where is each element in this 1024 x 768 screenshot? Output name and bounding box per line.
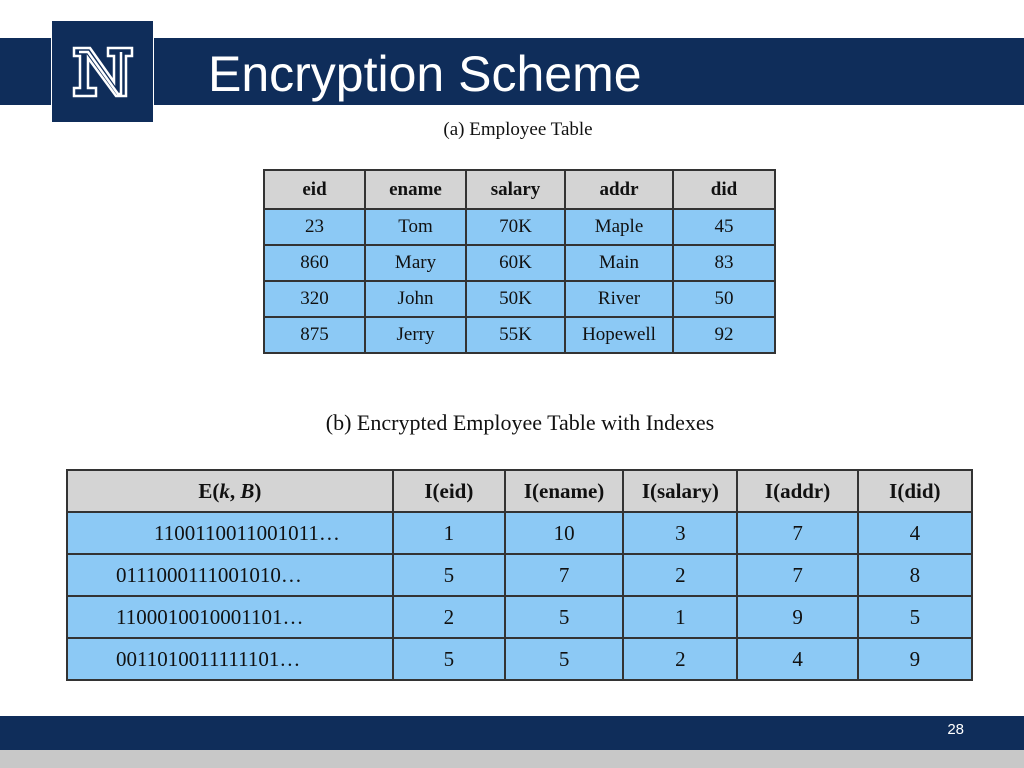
table-row bbox=[264, 317, 775, 353]
table-cell: 5 bbox=[393, 638, 505, 680]
table-cell: Jerry bbox=[365, 317, 466, 353]
table-cell: 1 bbox=[623, 596, 737, 638]
employee-header-salary: salary bbox=[466, 170, 565, 209]
table-cell: 875 bbox=[264, 317, 365, 353]
table-cell: 50 bbox=[673, 281, 775, 317]
employee-table-header-row bbox=[264, 170, 775, 209]
table-row bbox=[264, 245, 775, 281]
table-cell: 1 bbox=[393, 512, 505, 554]
table-cell: Tom bbox=[365, 209, 466, 245]
ciphertext-cell: 0011010011111101… bbox=[67, 638, 393, 680]
employee-header-ename: ename bbox=[365, 170, 466, 209]
table-cell: 8 bbox=[858, 554, 972, 596]
table-cell: John bbox=[365, 281, 466, 317]
table-cell: 3 bbox=[623, 512, 737, 554]
table-cell: 92 bbox=[673, 317, 775, 353]
employee-table-caption: (a) Employee Table bbox=[443, 119, 593, 140]
table-cell: 60K bbox=[466, 245, 565, 281]
encrypted-header-ekb: E(k, B) bbox=[67, 470, 393, 512]
table-row bbox=[67, 638, 972, 680]
employee-header-eid: eid bbox=[264, 170, 365, 209]
table-cell: 5 bbox=[505, 638, 623, 680]
table-cell: Main bbox=[565, 245, 673, 281]
table-cell: 2 bbox=[623, 554, 737, 596]
table-cell: 7 bbox=[737, 512, 857, 554]
encrypted-employee-table bbox=[66, 469, 973, 681]
encrypted-header-ieid: I(eid) bbox=[393, 470, 505, 512]
table-cell: 7 bbox=[737, 554, 857, 596]
table-cell: 70K bbox=[466, 209, 565, 245]
table-cell: 860 bbox=[264, 245, 365, 281]
employee-header-did: did bbox=[673, 170, 775, 209]
table-cell: 4 bbox=[737, 638, 857, 680]
table-cell: 7 bbox=[505, 554, 623, 596]
table-row bbox=[67, 554, 972, 596]
table-cell: 5 bbox=[393, 554, 505, 596]
table-cell: 9 bbox=[737, 596, 857, 638]
encrypted-table-header-row bbox=[67, 470, 972, 512]
table-cell: 9 bbox=[858, 638, 972, 680]
table-cell: River bbox=[565, 281, 673, 317]
table-row bbox=[67, 512, 972, 554]
table-cell: 320 bbox=[264, 281, 365, 317]
table-cell: Mary bbox=[365, 245, 466, 281]
slide-title: Encryption Scheme bbox=[208, 46, 642, 102]
table-cell: Hopewell bbox=[565, 317, 673, 353]
encrypted-header-iename: I(ename) bbox=[505, 470, 623, 512]
table-cell: 2 bbox=[623, 638, 737, 680]
footer-strip bbox=[0, 750, 1024, 768]
table-row bbox=[264, 281, 775, 317]
encrypted-header-isalary: I(salary) bbox=[623, 470, 737, 512]
table-cell: 23 bbox=[264, 209, 365, 245]
table-cell: 45 bbox=[673, 209, 775, 245]
encrypted-header-iaddr: I(addr) bbox=[737, 470, 857, 512]
table-cell: 50K bbox=[466, 281, 565, 317]
ciphertext-cell: 0111000111001010… bbox=[67, 554, 393, 596]
table-cell: 10 bbox=[505, 512, 623, 554]
table-cell: Maple bbox=[565, 209, 673, 245]
employee-header-addr: addr bbox=[565, 170, 673, 209]
table-cell: 2 bbox=[393, 596, 505, 638]
table-row bbox=[67, 596, 972, 638]
encrypted-header-idid: I(did) bbox=[858, 470, 972, 512]
ciphertext-cell: 1100010010001101… bbox=[67, 596, 393, 638]
table-cell: 5 bbox=[858, 596, 972, 638]
ciphertext-cell: 1100110011001011… bbox=[67, 512, 393, 554]
slide-number: 28 bbox=[947, 721, 964, 738]
employee-table bbox=[263, 169, 776, 354]
university-n-logo-icon bbox=[68, 42, 138, 102]
table-cell: 83 bbox=[673, 245, 775, 281]
table-cell: 5 bbox=[505, 596, 623, 638]
table-cell: 55K bbox=[466, 317, 565, 353]
footer-bar bbox=[0, 716, 1024, 750]
table-cell: 4 bbox=[858, 512, 972, 554]
table-row bbox=[264, 209, 775, 245]
encrypted-table-caption: (b) Encrypted Employee Table with Indexes bbox=[325, 410, 715, 435]
university-logo bbox=[51, 20, 154, 123]
